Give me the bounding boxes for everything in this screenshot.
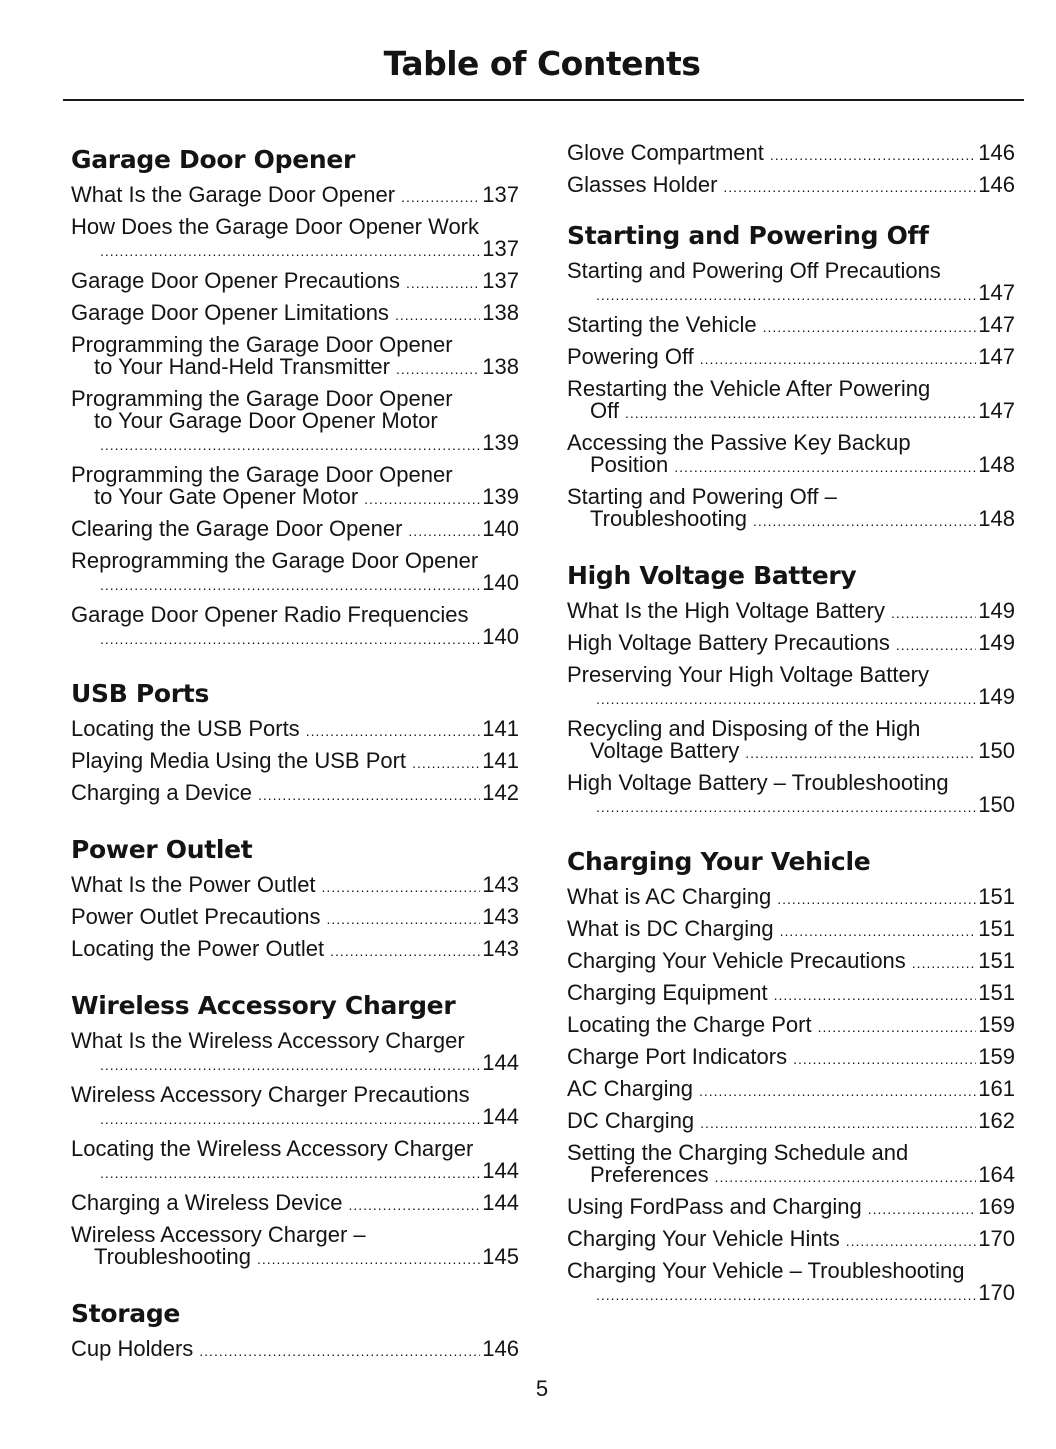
section-heading: Charging Your Vehicle xyxy=(567,847,871,876)
entry-title: Position xyxy=(590,452,669,477)
entry-page-number: 140 xyxy=(482,624,519,649)
entry-row xyxy=(71,718,519,742)
entry-title-line: Programming the Garage Door Opener xyxy=(71,332,453,357)
toc-entry-link[interactable] xyxy=(71,302,519,326)
dot-leader xyxy=(753,510,976,532)
dot-leader xyxy=(322,876,481,898)
entry-page-number: 149 xyxy=(978,630,1015,655)
entry-page-number: 148 xyxy=(978,452,1015,477)
dot-leader xyxy=(868,1198,977,1220)
entry-row xyxy=(567,314,1015,338)
entry-title-line: Starting and Powering Off Precautions xyxy=(567,258,941,283)
entry-title-line: Starting and Powering Off – xyxy=(567,484,837,509)
toc-entry-link[interactable] xyxy=(71,334,519,380)
dot-leader xyxy=(700,348,977,370)
entry-page-number: 138 xyxy=(482,300,519,325)
entry-title-line: Preserving Your High Voltage Battery xyxy=(567,662,930,687)
dot-leader xyxy=(763,316,977,338)
toc-entry-link[interactable] xyxy=(71,938,519,962)
entry-title: Starting the Vehicle xyxy=(567,312,757,337)
entry-page-number: 161 xyxy=(978,1076,1015,1101)
toc-column-right xyxy=(567,142,1015,1332)
entry-row xyxy=(71,1106,519,1130)
toc-entry-link[interactable] xyxy=(567,486,1015,532)
entry-title-line: Accessing the Passive Key Backup xyxy=(567,430,911,455)
entry-title: What Is the High Voltage Battery xyxy=(567,598,885,623)
toc-entry-link[interactable] xyxy=(71,906,519,930)
toc-entry-link[interactable] xyxy=(567,1196,1015,1220)
entry-row xyxy=(567,1014,1015,1038)
dot-leader xyxy=(793,1048,976,1070)
entry-page-number: 151 xyxy=(978,916,1015,941)
toc-entry-link[interactable] xyxy=(567,346,1015,370)
dot-leader xyxy=(199,1340,480,1362)
dot-leader xyxy=(396,358,480,380)
section-heading: Starting and Powering Off xyxy=(567,221,929,250)
entry-row xyxy=(567,600,1015,624)
toc-entry-link[interactable] xyxy=(567,174,1015,198)
dot-leader xyxy=(780,920,977,942)
toc-entry-link[interactable] xyxy=(567,1110,1015,1134)
entry-row xyxy=(71,302,519,326)
toc-entry-link[interactable] xyxy=(567,378,1015,424)
dot-leader xyxy=(100,434,480,456)
toc-entry-link[interactable] xyxy=(567,886,1015,910)
entry-page-number: 151 xyxy=(978,980,1015,1005)
entry-row xyxy=(567,400,1015,424)
section-heading: USB Ports xyxy=(71,679,210,708)
entry-row xyxy=(567,982,1015,1006)
entry-page-number: 164 xyxy=(978,1162,1015,1187)
entry-title: Powering Off xyxy=(567,344,694,369)
toc-entry-link[interactable] xyxy=(567,918,1015,942)
entry-title: Preferences xyxy=(590,1162,709,1187)
entry-page-number: 143 xyxy=(482,904,519,929)
entry-page-number: 170 xyxy=(978,1280,1015,1305)
entry-title-line: Recycling and Disposing of the High xyxy=(567,716,921,741)
toc-entry-link[interactable] xyxy=(567,142,1015,166)
dot-leader xyxy=(258,784,480,806)
entry-page-number: 144 xyxy=(482,1190,519,1215)
entry-title: DC Charging xyxy=(567,1108,695,1133)
entry-page-number: 148 xyxy=(978,506,1015,531)
entry-row xyxy=(567,794,1015,818)
entry-page-number: 147 xyxy=(978,344,1015,369)
entry-page-number: 141 xyxy=(482,716,519,741)
dot-leader xyxy=(818,1016,977,1038)
dot-leader xyxy=(715,1166,977,1188)
toc-section-garage-door-opener xyxy=(71,142,519,650)
toc-entry-link[interactable] xyxy=(567,772,1015,818)
entry-title-line: How Does the Garage Door Opener Work xyxy=(71,214,479,239)
entry-title: Glove Compartment xyxy=(567,140,764,165)
entry-title: Power Outlet Precautions xyxy=(71,904,321,929)
toc-entry-link[interactable] xyxy=(71,1224,519,1270)
toc-entry-link[interactable] xyxy=(567,1078,1015,1102)
entry-row xyxy=(567,174,1015,198)
entry-title: Locating the Power Outlet xyxy=(71,936,325,961)
entry-title: Charge Port Indicators xyxy=(567,1044,788,1069)
entry-page-number: 147 xyxy=(978,280,1015,305)
entry-row xyxy=(71,1338,519,1362)
entry-page-number: 147 xyxy=(978,312,1015,337)
entry-page-number: 150 xyxy=(978,738,1015,763)
entry-page-number: 144 xyxy=(482,1104,519,1129)
entry-row xyxy=(567,1110,1015,1134)
dot-leader xyxy=(723,176,976,198)
entry-row xyxy=(567,886,1015,910)
entry-row xyxy=(567,632,1015,656)
entry-page-number: 145 xyxy=(482,1244,519,1269)
entry-title: Garage Door Opener Limitations xyxy=(71,300,389,325)
entry-page-number: 144 xyxy=(482,1158,519,1183)
entry-row xyxy=(71,906,519,930)
entry-page-number: 137 xyxy=(482,268,519,293)
dot-leader xyxy=(100,574,480,596)
entry-row xyxy=(567,508,1015,532)
entry-row xyxy=(71,432,519,456)
entry-page-number: 139 xyxy=(482,430,519,455)
dot-leader xyxy=(364,488,480,510)
toc-entry-link[interactable] xyxy=(71,216,519,262)
entry-row xyxy=(71,1246,519,1270)
entry-title-line: to Your Garage Door Opener Motor xyxy=(94,408,438,433)
toc-column-left xyxy=(71,142,519,1388)
dot-leader xyxy=(326,908,480,930)
entry-page-number: 150 xyxy=(978,792,1015,817)
entry-row xyxy=(71,1160,519,1184)
entry-row xyxy=(567,346,1015,370)
dot-leader xyxy=(100,1108,480,1130)
entry-row xyxy=(71,572,519,596)
dot-leader xyxy=(770,144,976,166)
entry-row xyxy=(567,950,1015,974)
toc-section-high-voltage-battery xyxy=(567,558,1015,818)
toc-entry-link[interactable] xyxy=(71,604,519,650)
entry-title-line: Charging Your Vehicle – Troubleshooting xyxy=(567,1258,965,1283)
toc-entry-link[interactable] xyxy=(71,750,519,774)
toc-entry-link[interactable] xyxy=(567,1142,1015,1188)
entry-page-number: 149 xyxy=(978,598,1015,623)
toc-entry-link[interactable] xyxy=(71,874,519,898)
dot-leader xyxy=(395,304,480,326)
dot-leader xyxy=(408,520,480,542)
toc-entry-link[interactable] xyxy=(567,1014,1015,1038)
toc-entry-link[interactable] xyxy=(567,982,1015,1006)
toc-entry-link[interactable] xyxy=(567,1046,1015,1070)
entry-title: Glasses Holder xyxy=(567,172,718,197)
toc-entry-link[interactable] xyxy=(71,464,519,510)
entry-row xyxy=(71,626,519,650)
entry-row xyxy=(71,874,519,898)
section-heading: Garage Door Opener xyxy=(71,145,356,174)
entry-title: Charging Your Vehicle Hints xyxy=(567,1226,840,1251)
entry-row xyxy=(567,454,1015,478)
entry-title: What is AC Charging xyxy=(567,884,772,909)
entry-title: High Voltage Battery Precautions xyxy=(567,630,890,655)
entry-title-line: Restarting the Vehicle After Powering xyxy=(567,376,931,401)
toc-entry-link[interactable] xyxy=(71,388,519,456)
entry-row xyxy=(71,1052,519,1076)
entry-title: Garage Door Opener Precautions xyxy=(71,268,400,293)
entry-page-number: 159 xyxy=(978,1012,1015,1037)
entry-row xyxy=(567,740,1015,764)
toc-entry-link[interactable] xyxy=(71,1138,519,1184)
toc-entry-link[interactable] xyxy=(71,782,519,806)
dot-leader xyxy=(777,888,976,910)
toc-entry-link[interactable] xyxy=(71,270,519,294)
dot-leader xyxy=(625,402,976,424)
entry-row xyxy=(71,518,519,542)
entry-row xyxy=(71,486,519,510)
dot-leader xyxy=(896,634,976,656)
entry-row xyxy=(71,356,519,380)
entry-title-line: Locating the Wireless Accessory Charger xyxy=(71,1136,474,1161)
entry-page-number: 143 xyxy=(482,872,519,897)
dot-leader xyxy=(406,272,480,294)
entry-row xyxy=(71,184,519,208)
dot-leader xyxy=(891,602,976,624)
entry-row xyxy=(71,1192,519,1216)
entry-title: Charging Equipment xyxy=(567,980,768,1005)
toc-section-wireless-accessory-charger xyxy=(71,988,519,1270)
page-number: 5 xyxy=(535,1376,549,1401)
entry-title: to Your Gate Opener Motor xyxy=(94,484,359,509)
entry-title: What Is the Power Outlet xyxy=(71,872,316,897)
entry-row xyxy=(71,782,519,806)
entry-row xyxy=(567,142,1015,166)
entry-page-number: 162 xyxy=(978,1108,1015,1133)
entry-title: Cup Holders xyxy=(71,1336,194,1361)
dot-leader xyxy=(846,1230,977,1252)
entry-title: Using FordPass and Charging xyxy=(567,1194,862,1219)
toc-entry-link[interactable] xyxy=(567,432,1015,478)
entry-title: Charging a Wireless Device xyxy=(71,1190,343,1215)
entry-page-number: 144 xyxy=(482,1050,519,1075)
dot-leader xyxy=(745,742,976,764)
toc-entry-link[interactable] xyxy=(71,518,519,542)
entry-page-number: 170 xyxy=(978,1226,1015,1251)
entry-page-number: 141 xyxy=(482,748,519,773)
dot-leader xyxy=(330,940,480,962)
toc-entry-link[interactable] xyxy=(567,664,1015,710)
dot-leader xyxy=(699,1080,976,1102)
dot-leader xyxy=(100,628,480,650)
dot-leader xyxy=(100,1162,480,1184)
entry-title: Locating the USB Ports xyxy=(71,716,300,741)
entry-page-number: 169 xyxy=(978,1194,1015,1219)
dot-leader xyxy=(100,1054,480,1076)
entry-page-number: 146 xyxy=(978,172,1015,197)
section-heading: Wireless Accessory Charger xyxy=(71,991,456,1020)
entry-title: Voltage Battery xyxy=(590,738,740,763)
entry-title-line: Wireless Accessory Charger – xyxy=(71,1222,366,1247)
entry-page-number: 140 xyxy=(482,516,519,541)
toc-section-charging-your-vehicle xyxy=(567,844,1015,1306)
toc-entry-link[interactable] xyxy=(71,1192,519,1216)
entry-row xyxy=(567,1046,1015,1070)
entry-page-number: 143 xyxy=(482,936,519,961)
entry-title: Charging a Device xyxy=(71,780,252,805)
dot-leader xyxy=(596,688,976,710)
dot-leader xyxy=(306,720,481,742)
entry-row xyxy=(567,282,1015,306)
section-heading: Storage xyxy=(71,1299,181,1328)
dot-leader xyxy=(700,1112,976,1134)
entry-page-number: 146 xyxy=(978,140,1015,165)
toc-entry-link[interactable] xyxy=(567,632,1015,656)
toc-entry-link[interactable] xyxy=(567,600,1015,624)
dot-leader xyxy=(912,952,976,974)
toc-entry-link[interactable] xyxy=(71,718,519,742)
entry-row xyxy=(71,270,519,294)
toc-entry-link[interactable] xyxy=(567,260,1015,306)
entry-title-line: Setting the Charging Schedule and xyxy=(567,1140,909,1165)
toc-section-power-outlet xyxy=(71,832,519,962)
toc-entry-link[interactable] xyxy=(71,184,519,208)
entry-page-number: 140 xyxy=(482,570,519,595)
section-heading: Power Outlet xyxy=(71,835,253,864)
dot-leader xyxy=(596,284,976,306)
toc-section-usb-ports xyxy=(71,676,519,806)
entry-title: Clearing the Garage Door Opener xyxy=(71,516,403,541)
entry-row xyxy=(567,1282,1015,1306)
section-heading: High Voltage Battery xyxy=(567,561,857,590)
entry-row xyxy=(567,1228,1015,1252)
entry-page-number: 137 xyxy=(482,182,519,207)
entry-row xyxy=(567,686,1015,710)
entry-title-line: What Is the Wireless Accessory Charger xyxy=(71,1028,465,1053)
entry-title: Troubleshooting xyxy=(590,506,747,531)
entry-title-line: Programming the Garage Door Opener xyxy=(71,462,453,487)
entry-title: to Your Hand-Held Transmitter xyxy=(94,354,390,379)
title-divider xyxy=(63,99,1024,101)
entry-title-line: High Voltage Battery – Troubleshooting xyxy=(567,770,949,795)
entry-title: Playing Media Using the USB Port xyxy=(71,748,407,773)
page-title: Table of Contents xyxy=(383,44,701,83)
toc-section-starting-and-powering-off xyxy=(567,218,1015,532)
entry-title: Off xyxy=(590,398,619,423)
entry-page-number: 139 xyxy=(482,484,519,509)
entry-title: Troubleshooting xyxy=(94,1244,251,1269)
entry-title-line: Reprogramming the Garage Door Opener xyxy=(71,548,479,573)
entry-row xyxy=(567,1196,1015,1220)
entry-title: What Is the Garage Door Opener xyxy=(71,182,396,207)
entry-row xyxy=(71,238,519,262)
entry-title: Locating the Charge Port xyxy=(567,1012,812,1037)
toc-entry-link[interactable] xyxy=(71,1030,519,1076)
dot-leader xyxy=(674,456,976,478)
entry-row xyxy=(71,938,519,962)
entry-page-number: 146 xyxy=(482,1336,519,1361)
toc-entry-link[interactable] xyxy=(71,550,519,596)
entry-page-number: 151 xyxy=(978,948,1015,973)
entry-title: What is DC Charging xyxy=(567,916,774,941)
dot-leader xyxy=(257,1248,480,1270)
toc-entry-link[interactable] xyxy=(567,314,1015,338)
entry-title: Charging Your Vehicle Precautions xyxy=(567,948,906,973)
toc-section xyxy=(567,142,1015,198)
entry-title-line: Programming the Garage Door Opener xyxy=(71,386,453,411)
entry-page-number: 147 xyxy=(978,398,1015,423)
toc-entry-link[interactable] xyxy=(71,1338,519,1362)
entry-title: AC Charging xyxy=(567,1076,693,1101)
entry-page-number: 137 xyxy=(482,236,519,261)
dot-leader xyxy=(596,1284,976,1306)
dot-leader xyxy=(774,984,977,1006)
toc-entry-link[interactable] xyxy=(567,950,1015,974)
dot-leader xyxy=(100,240,480,262)
entry-title-line: Wireless Accessory Charger Precautions xyxy=(71,1082,470,1107)
toc-entry-link[interactable] xyxy=(567,1228,1015,1252)
entry-row xyxy=(567,1078,1015,1102)
toc-entry-link[interactable] xyxy=(71,1084,519,1130)
toc-entry-link[interactable] xyxy=(567,1260,1015,1306)
entry-page-number: 159 xyxy=(978,1044,1015,1069)
entry-title-line: Garage Door Opener Radio Frequencies xyxy=(71,602,469,627)
entry-row xyxy=(567,1164,1015,1188)
entry-row xyxy=(71,750,519,774)
entry-page-number: 138 xyxy=(482,354,519,379)
entry-row xyxy=(567,918,1015,942)
dot-leader xyxy=(596,796,976,818)
dot-leader xyxy=(401,186,480,208)
toc-entry-link[interactable] xyxy=(567,718,1015,764)
entry-page-number: 142 xyxy=(482,780,519,805)
entry-page-number: 149 xyxy=(978,684,1015,709)
dot-leader xyxy=(412,752,480,774)
entry-page-number: 151 xyxy=(978,884,1015,909)
toc-section-storage xyxy=(71,1296,519,1362)
dot-leader xyxy=(348,1194,480,1216)
